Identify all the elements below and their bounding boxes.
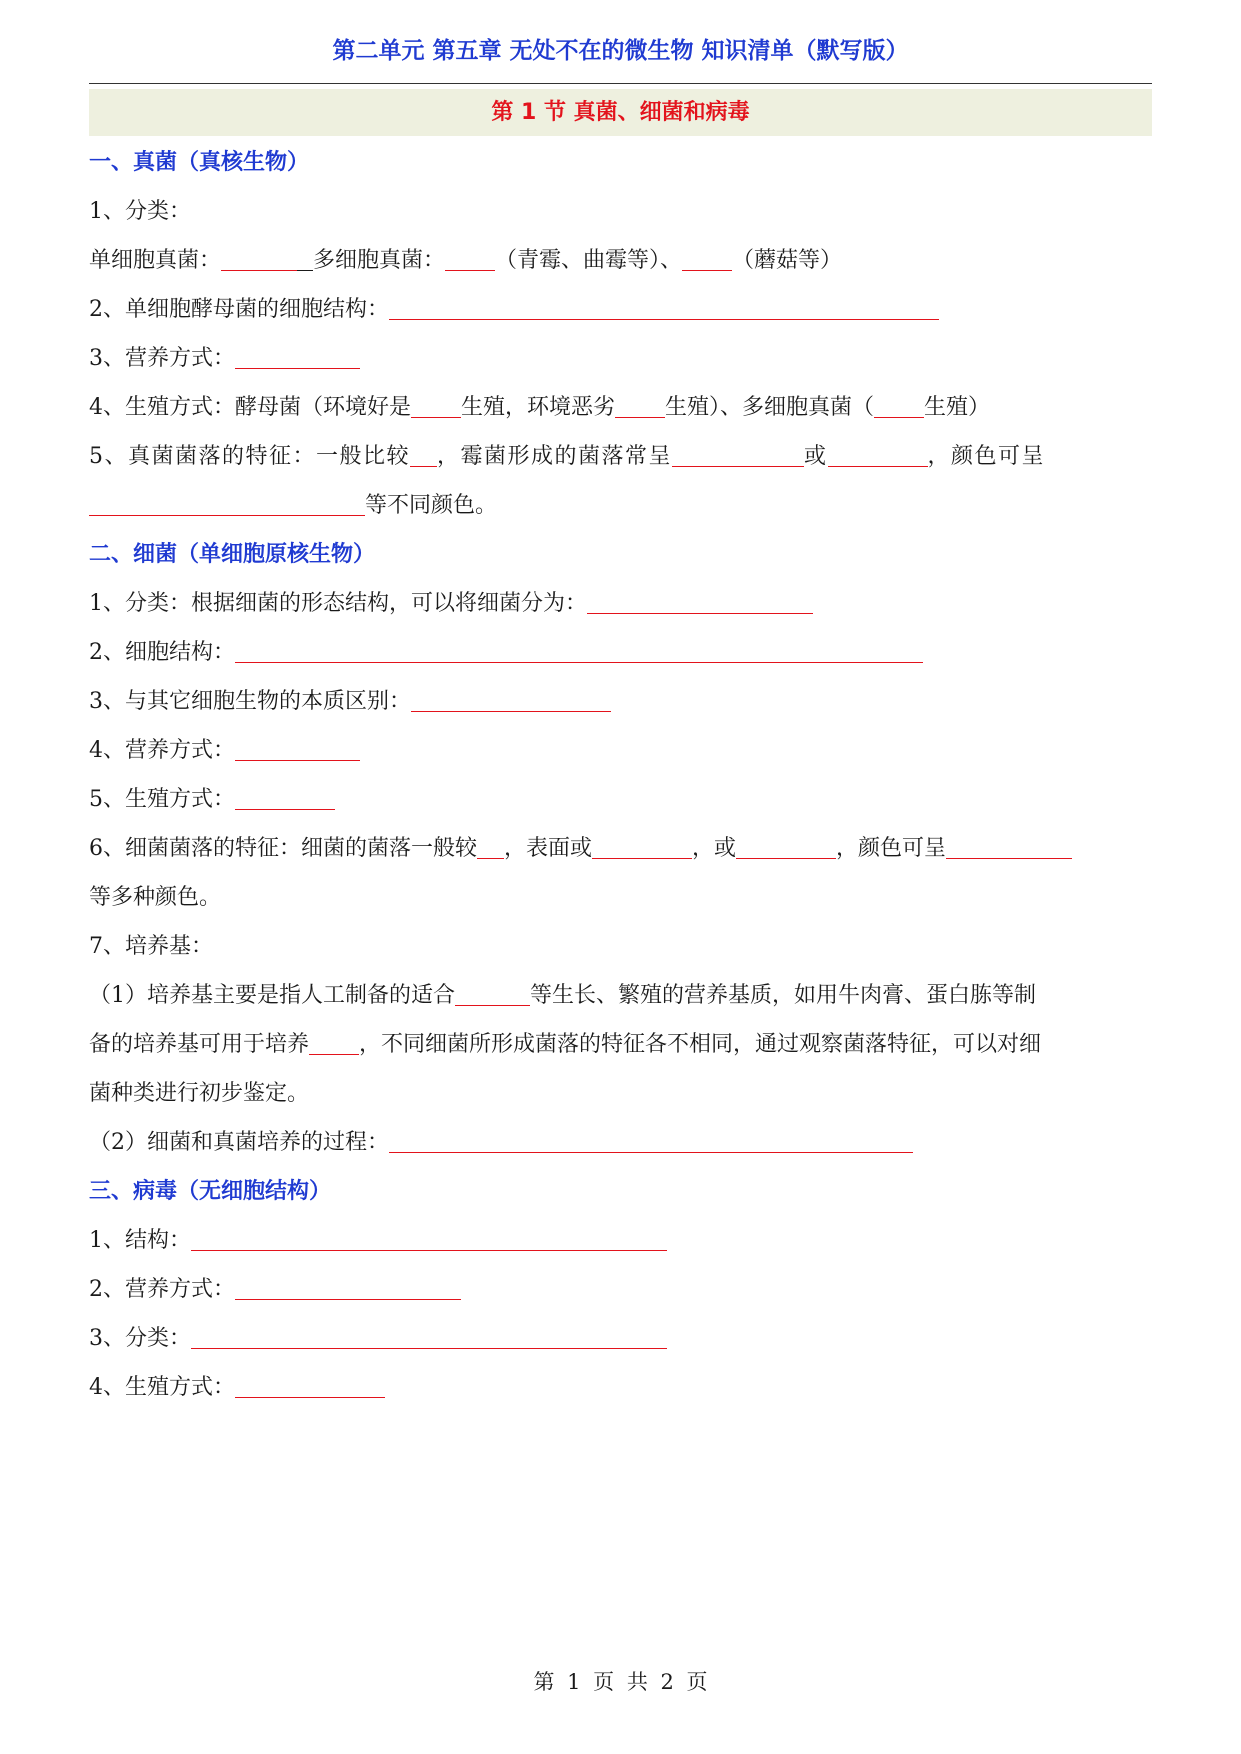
bacteria-item-2-text: 2、细胞结构：	[89, 640, 235, 665]
multicellular-label: 多细胞真菌：	[313, 248, 446, 273]
bacteria-item-6-text-c: ，或	[692, 836, 737, 861]
blank-bacteria-colors[interactable]	[946, 828, 1072, 859]
blank-virus-types[interactable]	[191, 1318, 667, 1349]
fungi-item-5-cont	[89, 481, 1152, 530]
bacteria-item-6-text-e: 等多种颜色。	[89, 885, 222, 910]
blank-fungi-nutrition[interactable]	[235, 338, 360, 369]
bacteria-item-7	[89, 922, 1152, 971]
bacteria-item-7-1-text-b: 等生长、繁殖的营养基质，如用牛肉膏、蛋白胨等制	[530, 983, 1037, 1008]
bacteria-item-6-text-b: ，表面或	[504, 836, 593, 861]
fungi-item-3	[89, 334, 1152, 383]
bacteria-item-5	[89, 775, 1152, 824]
blank-yeast-structure[interactable]	[389, 289, 939, 320]
blank-bacteria-colony-size[interactable]	[477, 828, 504, 859]
bacteria-item-7-2	[89, 1118, 1152, 1167]
bacteria-item-6	[89, 824, 1152, 873]
virus-item-2-text: 2、营养方式：	[89, 1277, 235, 1302]
virus-item-1	[89, 1216, 1152, 1265]
blank-multicellular-1[interactable]	[445, 240, 495, 271]
fungi-item-4	[89, 383, 1152, 432]
virus-item-3	[89, 1314, 1152, 1363]
blank-colony-shape-1[interactable]	[672, 436, 804, 467]
bacteria-item-3	[89, 677, 1152, 726]
blank-culture-process[interactable]	[389, 1122, 913, 1153]
blank-yeast-bad[interactable]	[615, 387, 665, 418]
page-number: 第 1 页 共 2 页	[533, 1670, 708, 1694]
virus-item-3-text: 3、分类：	[89, 1326, 191, 1351]
bacteria-item-7-2-text: （2）细菌和真菌培养的过程：	[89, 1130, 389, 1155]
bacteria-item-7-1-cont	[89, 1020, 1152, 1069]
bacteria-item-6-text-a: 6、细菌菌落的特征：细菌的菌落一般较	[89, 836, 477, 861]
bacteria-item-5-text: 5、生殖方式：	[89, 787, 235, 812]
fungi-item-2	[89, 285, 1152, 334]
fungi-item-4-text-c: 生殖）、多细胞真菌（	[665, 395, 875, 420]
bacteria-item-6-cont	[89, 873, 1152, 922]
blank-virus-structure[interactable]	[191, 1220, 667, 1251]
fungi-item-4-text-b: 生殖，环境恶劣	[461, 395, 616, 420]
virus-item-2	[89, 1265, 1152, 1314]
bacteria-item-3-text: 3、与其它细胞生物的本质区别：	[89, 689, 411, 714]
bacteria-item-7-1-text-e: 菌种类进行初步鉴定。	[89, 1081, 310, 1106]
blank-bacteria-surface-1[interactable]	[592, 828, 692, 859]
bacteria-item-4-text: 4、营养方式：	[89, 738, 235, 763]
blank-multicellular-reproduction[interactable]	[874, 387, 924, 418]
blank-bacteria-structure[interactable]	[235, 632, 923, 663]
blank-virus-nutrition[interactable]	[235, 1269, 461, 1300]
bacteria-heading: 二、细菌（单细胞原核生物）	[89, 542, 376, 567]
fungi-item-1-text: 1、分类：	[89, 199, 191, 224]
bacteria-item-7-1-text-a: （1）培养基主要是指人工制备的适合	[89, 983, 455, 1008]
fungi-item-4-text-d: 生殖）	[924, 395, 991, 420]
fungi-item-5-text-e: 等不同颜色。	[365, 493, 498, 518]
fungi-item-5-text-b: ，霉菌形成的菌落常呈	[437, 444, 673, 469]
virus-heading: 三、病毒（无细胞结构）	[89, 1179, 332, 1204]
blank-bacteria-types[interactable]	[587, 583, 813, 614]
fungi-item-3-text: 3、营养方式：	[89, 346, 235, 371]
bacteria-item-7-1-text-c: 备的培养基可用于培养	[89, 1032, 310, 1057]
virus-item-1-text: 1、结构：	[89, 1228, 191, 1253]
blank-virus-reproduction[interactable]	[235, 1367, 385, 1398]
bacteria-item-1	[89, 579, 1152, 628]
multicellular-example-1: （青霉、曲霉等）、	[495, 248, 683, 273]
blank-unicellular-tail	[297, 240, 313, 271]
unicellular-label: 单细胞真菌：	[89, 248, 222, 273]
blank-culture-target[interactable]	[455, 975, 530, 1006]
virus-item-4	[89, 1363, 1152, 1412]
section-banner: 第 1 节 真菌、细菌和病毒	[89, 89, 1152, 136]
bacteria-item-6-text-d: ，颜色可呈	[836, 836, 947, 861]
fungi-heading: 一、真菌（真核生物）	[89, 150, 310, 175]
blank-colony-size[interactable]	[410, 436, 437, 467]
fungi-item-5-text-d: ，颜色可呈	[927, 444, 1046, 469]
fungi-item-5	[89, 432, 1152, 481]
blank-bacteria-difference[interactable]	[411, 681, 611, 712]
bacteria-item-2	[89, 628, 1152, 677]
fungi-item-2-text: 2、单细胞酵母菌的细胞结构：	[89, 297, 389, 322]
bacteria-item-7-text: 7、培养基：	[89, 934, 213, 959]
blank-bacteria-surface-2[interactable]	[736, 828, 836, 859]
multicellular-example-2: （蘑菇等）	[732, 248, 843, 273]
fungi-item-1	[89, 187, 1152, 236]
blank-multicellular-2[interactable]	[682, 240, 732, 271]
blank-culture-use[interactable]	[309, 1024, 359, 1055]
bacteria-item-7-1	[89, 971, 1152, 1020]
fungi-item-5-text-c: 或	[804, 444, 828, 469]
blank-bacteria-nutrition[interactable]	[235, 730, 360, 761]
blank-colony-colors[interactable]	[89, 485, 365, 516]
blank-unicellular[interactable]	[221, 240, 297, 271]
blank-colony-shape-2[interactable]	[828, 436, 928, 467]
bacteria-item-7-1-end	[89, 1069, 1152, 1118]
bacteria-item-1-text: 1、分类：根据细菌的形态结构，可以将细菌分为：	[89, 591, 587, 616]
fungi-item-4-text-a: 4、生殖方式：酵母菌（环境好是	[89, 395, 411, 420]
blank-yeast-good[interactable]	[411, 387, 461, 418]
blank-bacteria-reproduction[interactable]	[235, 779, 335, 810]
bacteria-item-4	[89, 726, 1152, 775]
fungi-item-5-text-a: 5、真菌菌落的特征：一般比较	[89, 444, 410, 469]
bacteria-item-7-1-text-d: ，不同细菌所形成菌落的特征各不相同，通过观察菌落特征，可以对细	[359, 1032, 1042, 1057]
fungi-item-1-detail	[89, 236, 1152, 285]
virus-item-4-text: 4、生殖方式：	[89, 1375, 235, 1400]
header-divider	[89, 83, 1152, 84]
page-title: 第二单元 第五章 无处不在的微生物 知识清单（默写版）	[332, 38, 909, 64]
worksheet-content	[89, 138, 1152, 1412]
